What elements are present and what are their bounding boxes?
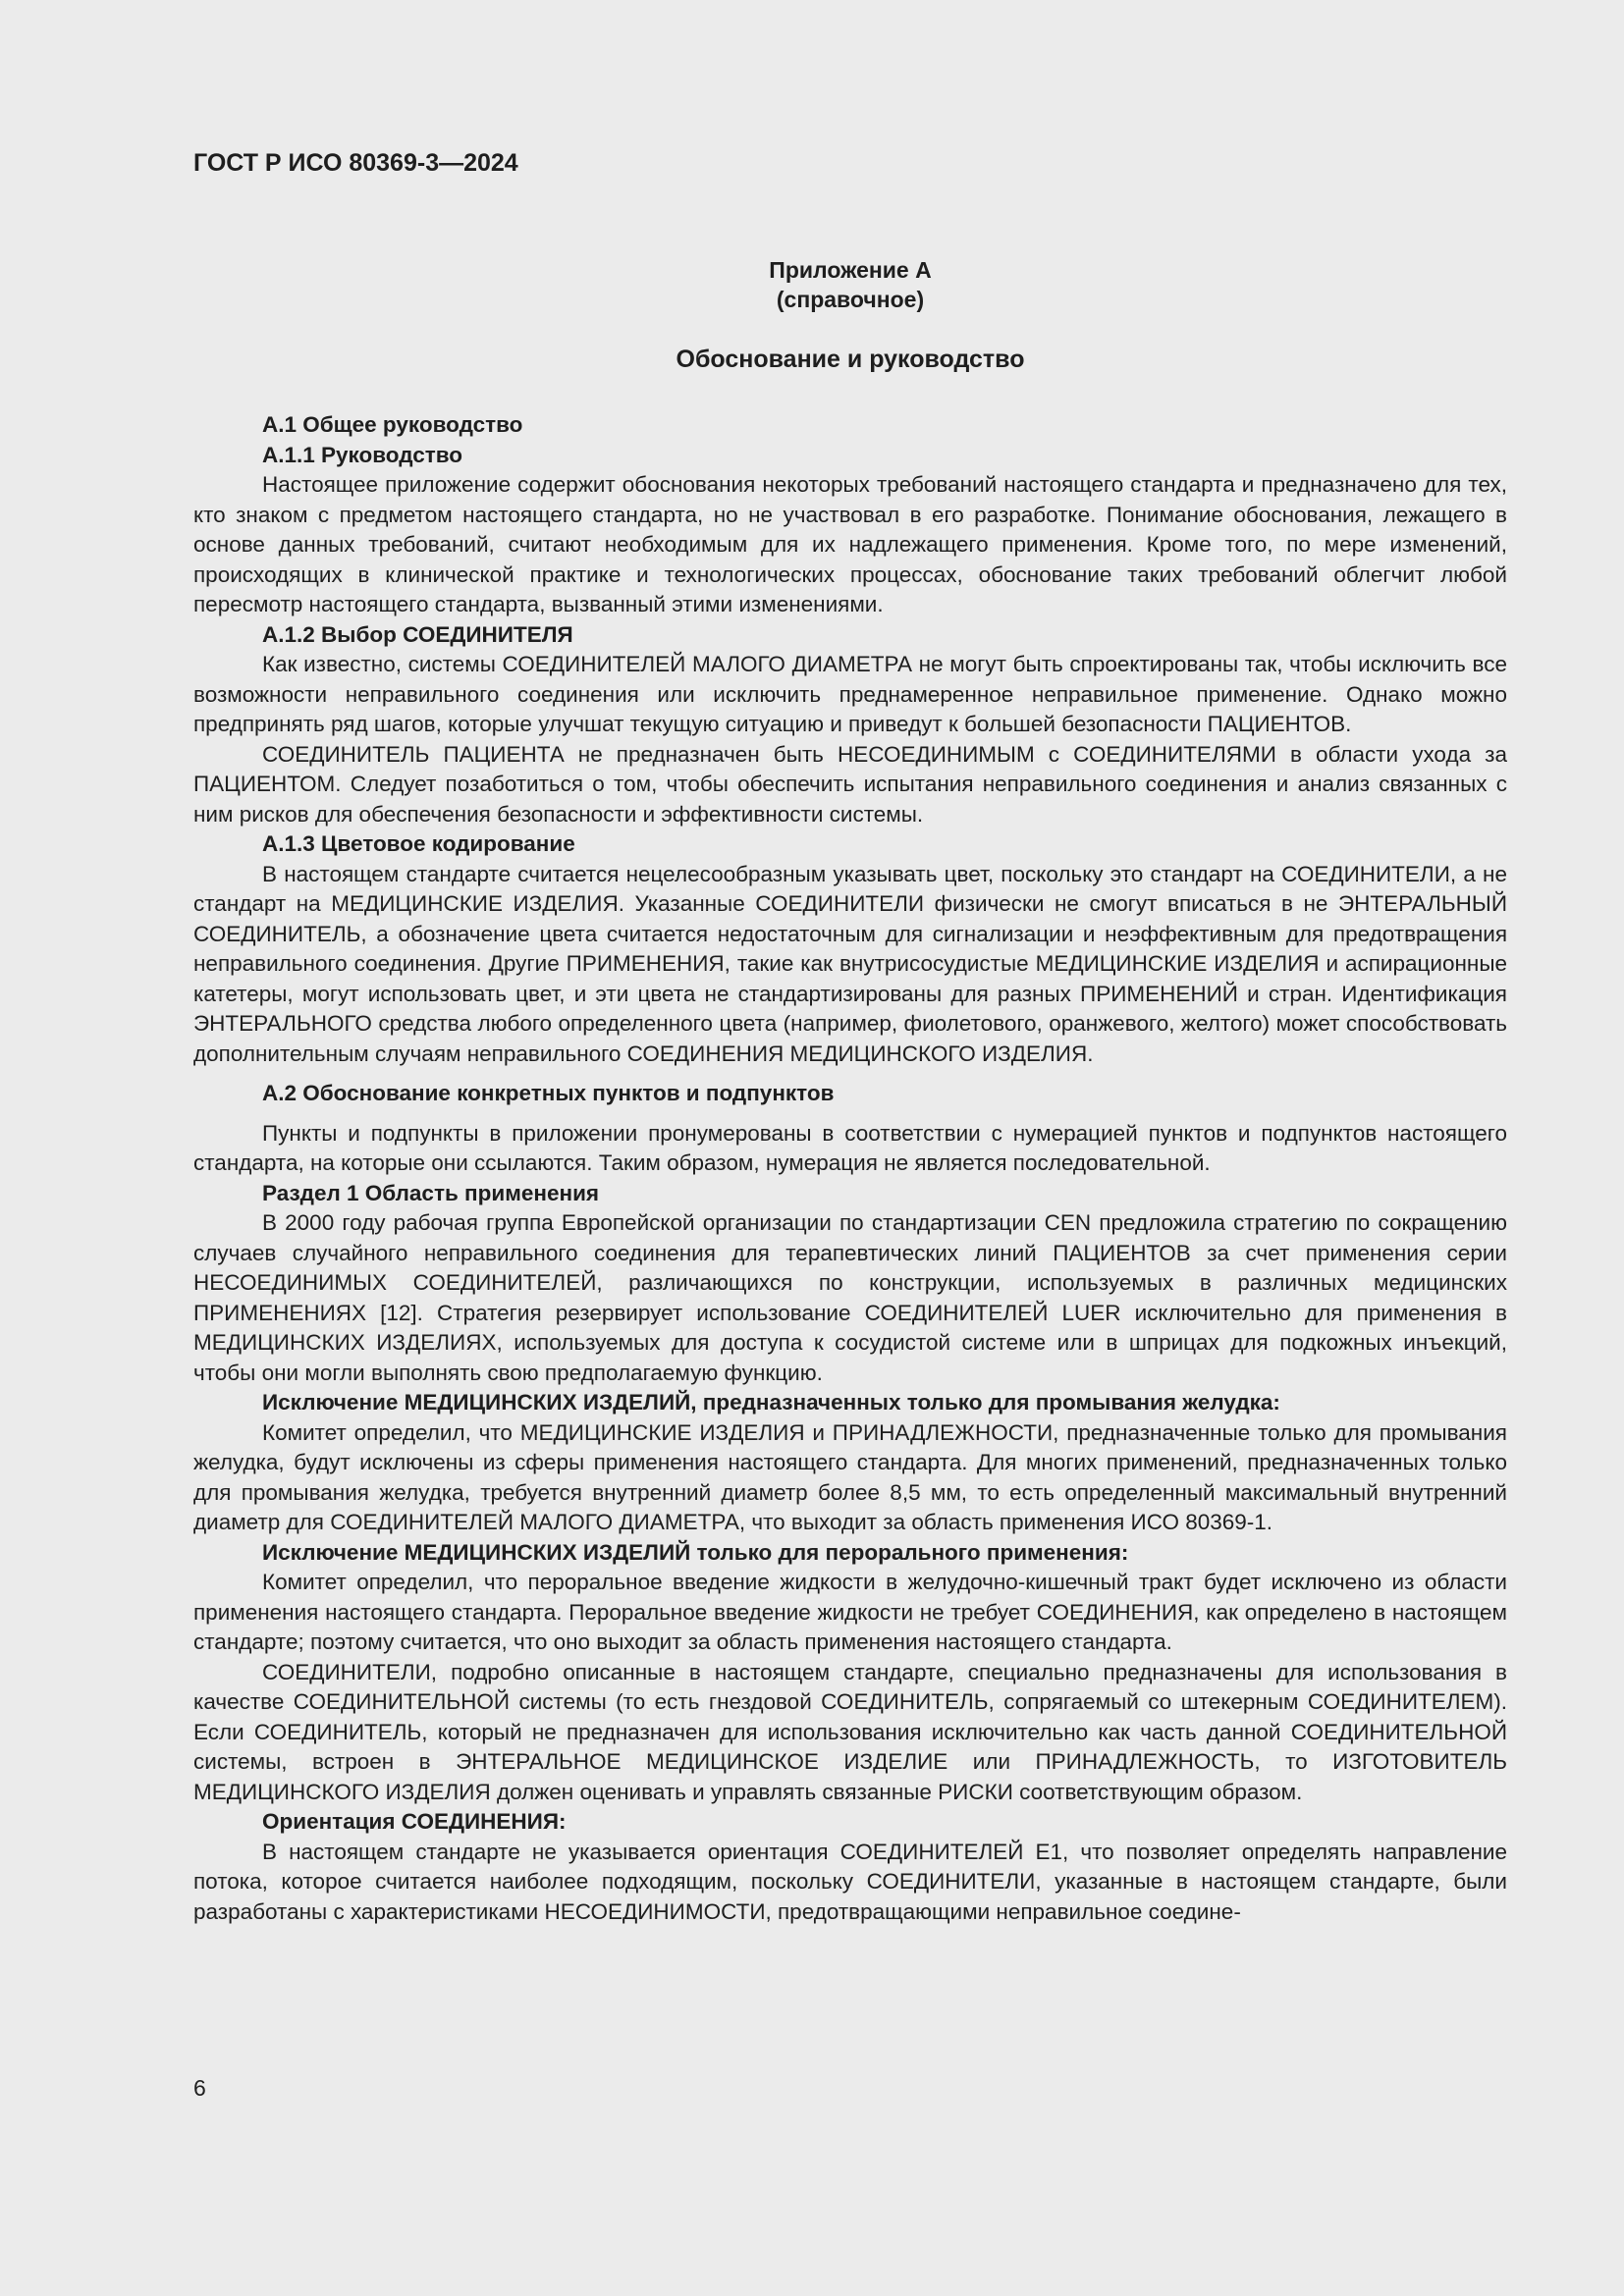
paragraph: Пункты и подпункты в приложении пронумерованы в соответствии с нумерацией пунктов и подпунктов настоящего стандарта, на которые они ссылаются. Таким образом, нумерация не является последовательной. <box>193 1120 1507 1175</box>
document-body <box>193 410 1507 1927</box>
paragraph: В 2000 году рабочая группа Европейской организации по стандартизации CEN предложила стратегию по сокращению случаев случайного неправильного соединения для терапевтических линий ПАЦИЕНТОВ за счет применения серии НЕСОЕДИНИМЫХ СОЕДИНИТЕЛЕЙ, различающихся по конструкции, используемых в различных медицинских ПРИМЕНЕНИЯХ [12]. Стратегия резервирует использование СОЕДИНИТЕЛЕЙ LUER исключительно для применения в МЕДИЦИНСКИХ ИЗДЕЛИЯХ, используемых для доступа к сосудистой системе или в шприцах для подкожных инъекций, чтобы они могли выполнять свою предполагаемую функцию. <box>193 1210 1507 1385</box>
paragraph: Настоящее приложение содержит обоснования некоторых требований настоящего стандарта и предназначено для тех, кто знаком с предметом настоящего стандарта, но не участвовал в его разработке. Понимание обоснования, лежащего в основе данных требований, считают необходимым для их надлежащего применения. Кроме того, по мере изменений, происходящих в клинической практике и технологических процессах, обоснование таких требований облегчит любой пересмотр настоящего стандарта, вызванный этими изменениями. <box>193 472 1507 616</box>
paragraph: В настоящем стандарте не указывается ориентация СОЕДИНИТЕЛЕЙ E1, что позволяет определять направление потока, которое считается наиболее подходящим, поскольку СОЕДИНИТЕЛИ, указанные в настоящем стандарте, были разработаны с характеристиками НЕСОЕДИНИМОСТИ, предотвращающими неправильное соедине- <box>193 1839 1507 1924</box>
spacer <box>193 1109 1507 1119</box>
subsection-heading: Исключение МЕДИЦИНСКИХ ИЗДЕЛИЙ только для перорального применения: <box>262 1539 1129 1565</box>
paragraph: СОЕДИНИТЕЛЬ ПАЦИЕНТА не предназначен быть НЕСОЕДИНИМЫМ с СОЕДИНИТЕЛЯМИ в области ухода за ПАЦИЕНТОМ. Следует позаботиться о том, чтобы обеспечить испытания неправильного соединения и анализ связанных с ним рисков для обеспечения безопасности и эффективности системы. <box>193 741 1507 827</box>
page-number: 6 <box>193 2075 206 2101</box>
section-heading: А.2 Обоснование конкретных пунктов и подпунктов <box>262 1081 835 1105</box>
section-heading: А.1 Общее руководство <box>262 412 523 437</box>
subsection-heading: А.1.3 Цветовое кодирование <box>262 831 575 856</box>
spacer <box>193 1069 1507 1079</box>
paragraph: СОЕДИНИТЕЛИ, подробно описанные в настоящем стандарте, специально предназначены для использования в качестве СОЕДИНИТЕЛЬНОЙ системы (то есть гнездовой СОЕДИНИТЕЛЬ, сопрягаемый со штекерным СОЕДИНИТЕЛЕМ). Если СОЕДИНИТЕЛЬ, который не предназначен для использования исключительно как часть данной СОЕДИНИТЕЛЬНОЙ системы, встроен в ЭНТЕРАЛЬНОЕ МЕДИЦИНСКОЕ ИЗДЕЛИЕ или ПРИНАДЛЕЖНОСТЬ, то ИЗГОТОВИТЕЛЬ МЕДИЦИНСКОГО ИЗДЕЛИЯ должен оценивать и управлять связанные РИСКИ соответствующим образом. <box>193 1659 1507 1804</box>
document-page <box>193 147 1507 1927</box>
standard-code: ГОСТ Р ИСО 80369-3—2024 <box>193 149 518 177</box>
appendix-label: Приложение А <box>769 257 932 283</box>
appendix-heading <box>193 255 1507 314</box>
paragraph: В настоящем стандарте считается нецелесообразным указывать цвет, поскольку это стандарт на СОЕДИНИТЕЛИ, а не стандарт на МЕДИЦИНСКИЕ ИЗДЕЛИЯ. Указанные СОЕДИНИТЕЛИ физически не смогут вписаться в не ЭНТЕРАЛЬНЫЙ СОЕДИНИТЕЛЬ, а обозначение цвета считается недостаточным для сигнализации и неэффективным для предотвращения неправильного соединения. Другие ПРИМЕНЕНИЯ, такие как внутрисосудистые МЕДИЦИНСКИЕ ИЗДЕЛИЯ и аспирационные катетеры, могут использовать цвет, и эти цвета не стандартизированы для разных ПРИМЕНЕНИЙ и стран. Идентификация ЭНТЕРАЛЬНОГО средства любого определенного цвета (например, фиолетового, оранжевого, желтого) может способствовать дополнительным случаям неправильного СОЕДИНЕНИЯ МЕДИЦИНСКОГО ИЗДЕЛИЯ. <box>193 861 1507 1066</box>
subsection-heading: А.1.2 Выбор СОЕДИНИТЕЛЯ <box>262 621 573 647</box>
subsection-heading: Ориентация СОЕДИНЕНИЯ: <box>262 1809 567 1834</box>
subsection-heading: Исключение МЕДИЦИНСКИХ ИЗДЕЛИЙ, предназначенных только для промывания желудка: <box>262 1390 1280 1415</box>
appendix-type: (справочное) <box>776 287 925 312</box>
paragraph: Комитет определил, что МЕДИЦИНСКИЕ ИЗДЕЛИЯ и ПРИНАДЛЕЖНОСТИ, предназначенные только для промывания желудка, будут исключены из сферы применения настоящего стандарта. Для многих применений, предназначенных только для промывания желудка, требуется внутренний диаметр более 8,5 мм, то есть определенный максимальный внутренний диаметр для СОЕДИНИТЕЛЕЙ МАЛОГО ДИАМЕТРА, что выходит за область применения ИСО 80369-1. <box>193 1419 1507 1534</box>
paragraph: Комитет определил, что пероральное введение жидкости в желудочно-кишечный тракт будет исключено из области применения настоящего стандарта. Пероральное введение жидкости не требует СОЕДИНЕНИЯ, как определено в настоящем стандарте; поэтому считается, что оно выходит за область применения настоящего стандарта. <box>193 1570 1507 1654</box>
subsection-heading: А.1.1 Руководство <box>262 442 463 467</box>
subsection-heading: Раздел 1 Область применения <box>262 1180 600 1205</box>
appendix-title: Обоснование и руководство <box>676 346 1025 373</box>
paragraph: Как известно, системы СОЕДИНИТЕЛЕЙ МАЛОГО ДИАМЕТРА не могут быть спроектированы так, чтобы исключить все возможности неправильного соединения или исключить преднамеренное неправильное применение. Однако можно предпринять ряд шагов, которые улучшат текущую ситуацию и приведут к большей безопасности ПАЦИЕНТОВ. <box>193 652 1507 736</box>
